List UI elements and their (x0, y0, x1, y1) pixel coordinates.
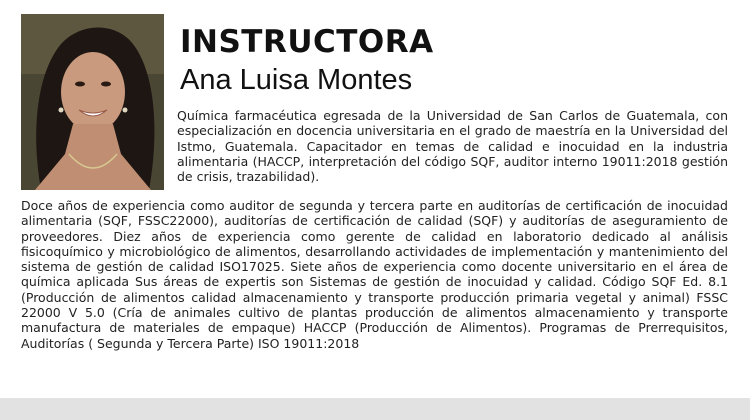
instructor-name: Ana Luisa Montes (180, 64, 413, 96)
instructor-photo (21, 14, 164, 190)
portrait-illustration (21, 14, 164, 190)
section-heading: INSTRUCTORA (180, 24, 434, 60)
bio-experience: Doce años de experiencia como auditor de segunda y tercera parte en auditorías de certificación de inocuidad alimentaria (SQF, FSSC22000), auditorías de certificación de calidad (SQF) y auditorías de aseguramiento de proveedores. Diez años de experiencia como gerente de calidad en laboratorio dedicado al análisis fisicoquímico y microbiológico de alimentos, desarrollando actividades de implementación y mantenimiento del sistema de gestión de calidad ISO17025. Siete años de experiencia como docente universitario en el área de química aplicada Sus áreas de expertis son Sistemas de gestión de inocuidad y calidad. Código SQF Ed. 8.1 (Producción de alimentos calidad almacenamiento y transporte producción primaria vegetal y animal) FSSC 22000 V 5.0 (Cría de animales cultivo de plantas producción de alimentos almacenamiento y transporte manufactura de materiales de empaque) HACCP (Producción de Alimentos). Programas de Prerrequisitos, Auditorías ( Segunda y Tercera Parte) ISO 19011:2018 (21, 198, 728, 351)
footer-bar (0, 398, 750, 420)
bio-summary: Química farmacéutica egresada de la Universidad de San Carlos de Guatemala, con especialización en docencia universitaria en el grado de maestría en la Universidad del Istmo, Guatemala. Capacitador en temas de calidad e inocuidad en la industria alimentaria (HACCP, interpretación del código SQF, auditor interno 19011:2018 gestión de crisis, trazabilidad). (177, 108, 728, 185)
